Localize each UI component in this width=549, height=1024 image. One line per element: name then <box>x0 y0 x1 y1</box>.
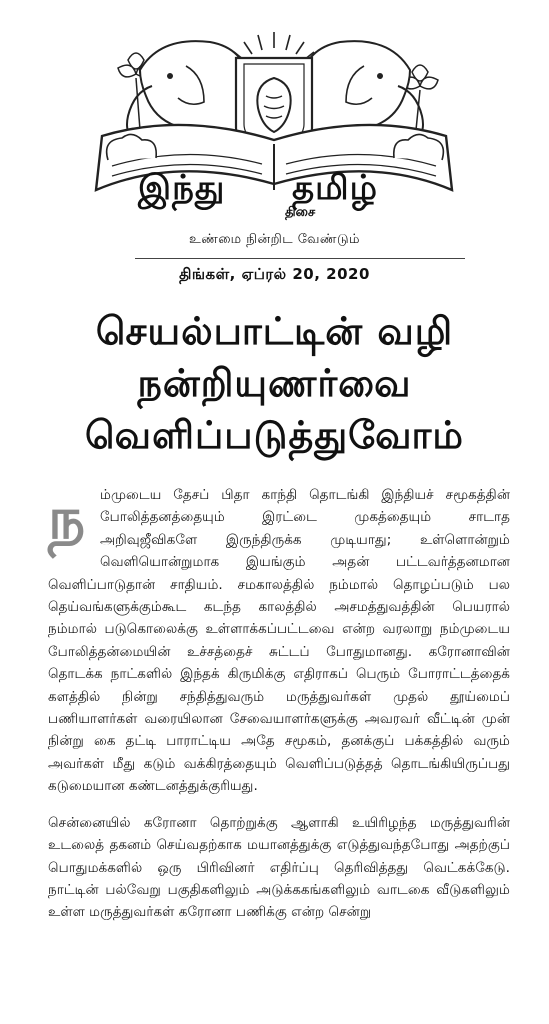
article-paragraph-2: சென்னையில் கரோனா தொற்றுக்கு ஆளாகி உயிரிழந்த மருத்துவரின் உடலைத் தகனம் செய்வதற்காக மயானத்துக்கு எடுத்துவந்தபோது அதற்குப் பொதுமக்களில் ஒரு பிரிவினர் எதிர்ப்பு தெரிவித்தது வெட்கக்கேடு. நாட்டின் பல்வேறு பகுதிகளிலும் அடுக்ககங்களிலும் வாடகை வீடுகளிலும் உள்ள மருத்துவர்கள் கரோனா பணிக்கு என்ற சென்று <box>48 814 510 921</box>
masthead-divider <box>135 258 465 259</box>
drop-cap: ந <box>48 484 86 552</box>
brand-word-indhu: இந்து <box>138 168 226 208</box>
edition-date: திங்கள், ஏப்ரல் 20, 2020 <box>179 265 370 283</box>
headline-line-3: வெளிப்படுத்துவோம் <box>85 413 464 457</box>
paragraph-1-text: ம்முடைய தேசப் பிதா காந்தி தொடங்கி இந்தியச் சமூகத்தின் போலித்தனத்தையும் இரட்டை முகத்தையும் சாடாத அறிவுஜீவிகளே இருந்திருக்க முடியாது; உள்ளொன்றும் வெளியொன்றுமாக இயங்கும் அதன் பட்டவர்த்தனமான வெளிப்பாடுதான் சாதியம். சமகாலத்தில் நம்மால் தொழப்படும் பல தெய்வங்களுக்கும்கூட கடந்த காலத்தில் அசமத்துவத்தின் பெயரால் நம்மால் படுகொலைக்கு உள்ளாக்கப்பட்டவை என்ற வரலாறு நம்முடைய போலித்தன்மையின் உச்சத்தைச் சுட்டப் போதுமானது. கரோனாவின் தொடக்க நாட்களில் இந்தக் கிருமிக்கு எதிராகப் பெரும் போராட்டத்தைக் களத்தில் நின்று சந்தித்துவரும் மருத்துவர்கள் முதல் தூய்மைப் பணியாளர்கள் வரையிலான சேவையாளர்களுக்கு அவரவர் வீட்டின் முன் நின்று கை தட்டி பாராட்டிய அதே சமூகம், தனக்குப் பக்கத்தில் வரும் அவர்கள் மீது கடும் வக்கிரத்தையும் வெளிப்படுத்தத் தொடங்கியிருப்பது கடுமையான கண்டனத்துக்குரியது. <box>48 487 510 795</box>
headline-line-2: நன்றியுணர்வை <box>137 361 412 405</box>
article-body <box>48 484 510 924</box>
editorial-headline <box>10 305 539 461</box>
brand-subtitle: திசை <box>285 205 316 220</box>
headline-line-1: செயல்பாட்டின் வழி <box>95 309 454 353</box>
brand-name <box>138 168 420 208</box>
masthead <box>0 0 549 230</box>
brand-word-tamil: தமிழ் <box>292 168 378 208</box>
article-paragraph-1 <box>48 484 510 798</box>
masthead-motto: உண்மை நின்றிட வேண்டும் <box>188 232 361 247</box>
